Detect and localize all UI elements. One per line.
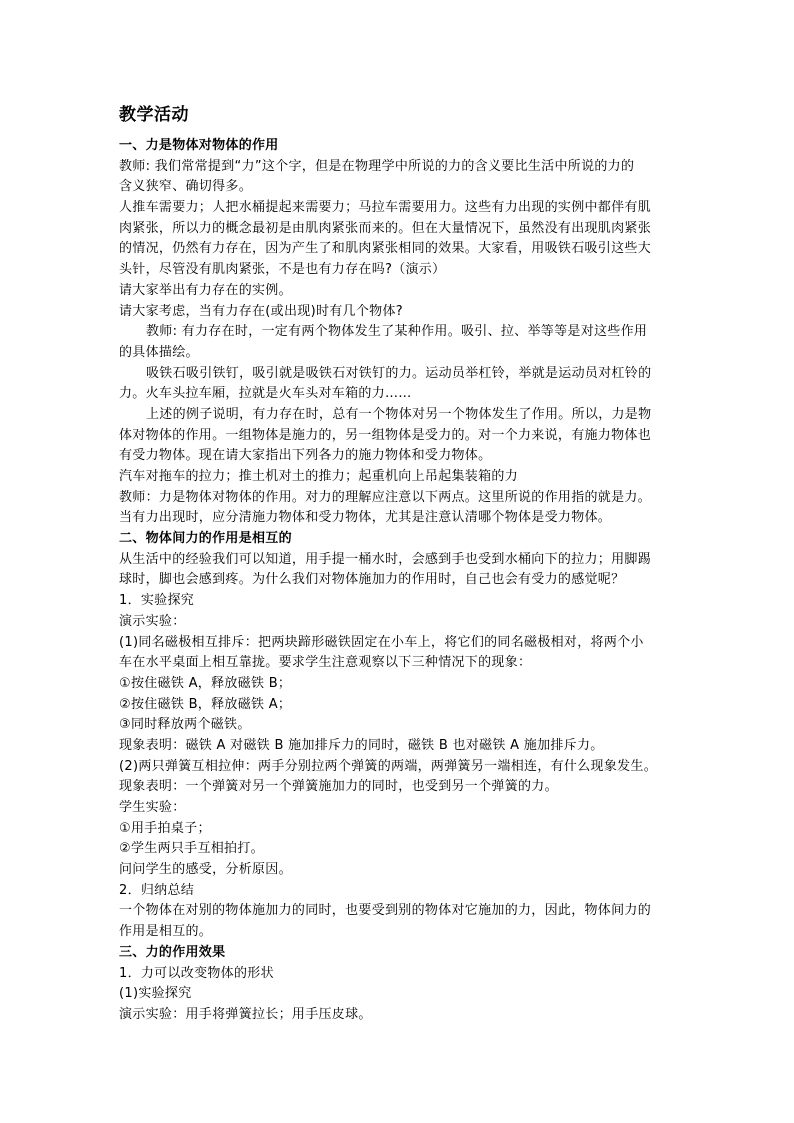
paragraph-line: 球时，脚也会感到疼。为什么我们对物体施加力的作用时，自己也会有受力的感觉呢？: [119, 572, 625, 588]
section-heading: 三、力的作用效果: [119, 944, 226, 960]
paragraph-line: ①用手拍桌子；: [119, 820, 211, 836]
paragraph-line: ②学生两只手互相拍打。: [119, 841, 264, 857]
paragraph-line: 车在水平桌面上相互靠拢。要求学生注意观察以下三种情况下的现象：: [119, 655, 532, 671]
paragraph-line: 人推车需要力；人把水桶提起来需要力；马拉车需要用力。这些有力出现的实例中都伴有肌: [119, 200, 652, 216]
paragraph-line: 一个物体在对别的物体施加力的同时，也要受到别的物体对它施加的力，因此，物体间力的: [119, 903, 652, 919]
paragraph-line: ③同时释放两个磁铁。: [119, 717, 251, 733]
paragraph-line: 1．力可以改变物体的形状: [119, 965, 274, 981]
paragraph-line: 问问学生的感受，分析原因。: [119, 862, 292, 878]
paragraph-line: 请大家举出有力存在的实例。: [119, 282, 292, 298]
paragraph-line: 的情况，仍然有力存在，因为产生了和肌肉紧张相同的效果。大家看，用吸铁石吸引这些大: [119, 241, 652, 257]
paragraph-line: 现象表明：一个弹簧对另一个弹簧施加力的同时，也受到另一个弹簧的力。: [119, 779, 558, 795]
page-title: 教学活动: [119, 105, 189, 125]
paragraph-line: 2．归纳总结: [119, 882, 195, 898]
paragraph-line: 作用是相互的。: [119, 924, 213, 940]
paragraph-line: 从生活中的经验我们可以知道，用手提一桶水时，会感到手也受到水桶向下的拉力；用脚踢: [119, 551, 652, 567]
paragraph-line: 体对物体的作用。一组物体是施力的，另一组物体是受力的。对一个力来说，有施力物体也: [119, 427, 652, 443]
paragraph-line: (2)两只弹簧互相拉伸：两手分别拉两个弹簧的两端，两弹簧另一端相连，有什么现象发生。: [119, 758, 658, 774]
document-body: [119, 136, 679, 1026]
paragraph-line: 演示实验：: [119, 613, 186, 629]
paragraph-line-indented: 上述的例子说明，有力存在时，总有一个物体对另一个物体发生了作用。所以，力是物: [146, 406, 652, 422]
paragraph-line: ②按住磁铁 B，释放磁铁 A；: [119, 696, 292, 712]
paragraph-line: 肉紧张，所以力的概念最初是由肌肉紧张而来的。但在大量情况下，虽然没有出现肌肉紧张: [119, 220, 652, 236]
section-heading: 一、力是物体对物体的作用: [119, 138, 279, 153]
paragraph-line: 有受力物体。现在请大家指出下列各力的施力物体和受力物体。: [119, 448, 492, 464]
paragraph-line: 的具体描绘。: [119, 344, 199, 360]
paragraph-line-indented: 吸铁石吸引铁钉，吸引就是吸铁石对铁钉的力。运动员举杠铃，举就是运动员对杠铃的: [146, 365, 652, 381]
paragraph-line: 教师: 我们常常提到“力”这个字，但是在物理学中所说的力的含义要比生活中所说的力的: [119, 158, 635, 174]
paragraph-line: 含义狭窄、确切得多。: [119, 179, 253, 195]
paragraph-line: 学生实验：: [119, 800, 186, 815]
paragraph-line: 请大家考虑，当有力存在(或出现)时有几个物体?: [119, 303, 403, 319]
paragraph-line: 1．实验探究: [119, 593, 195, 609]
paragraph-line: 教师：力是物体对物体的作用。对力的理解应注意以下两点。这里所说的作用指的就是力。: [119, 489, 652, 505]
paragraph-line: 力。火车头拉车厢，拉就是火车头对车箱的力……: [119, 386, 412, 402]
paragraph-line: 当有力出现时，应分清施力物体和受力物体，尤其是注意认清哪个物体是受力物体。: [119, 510, 612, 526]
paragraph-line: (1)实验探究: [119, 986, 192, 1002]
paragraph-line: ①按住磁铁 A，释放磁铁 B；: [119, 675, 292, 691]
paragraph-line-indented: 教师: 有力存在时，一定有两个物体发生了某种作用。吸引、拉、举等等是对这些作用: [146, 324, 648, 340]
paragraph-line: 头针，尽管没有肌肉紧张，不是也有力存在吗?（演示）: [119, 262, 446, 278]
paragraph-line: 汽车对拖车的拉力；推土机对土的推力；起重机向上吊起集装箱的力: [119, 469, 519, 484]
section-heading: 二、物体间力的作用是相互的: [119, 531, 292, 547]
paragraph-line: 演示实验：用手将弹簧拉长；用手压皮球。: [119, 1006, 372, 1022]
document-content: [119, 104, 679, 1026]
paragraph-line: (1)同名磁极相互排斥：把两块蹄形磁铁固定在小车上，将它们的同名磁极相对，将两个小: [119, 634, 644, 650]
paragraph-line: 现象表明：磁铁 A 对磁铁 B 施加排斥力的同时，磁铁 B 也对磁铁 A 施加排斥力。: [119, 737, 604, 753]
